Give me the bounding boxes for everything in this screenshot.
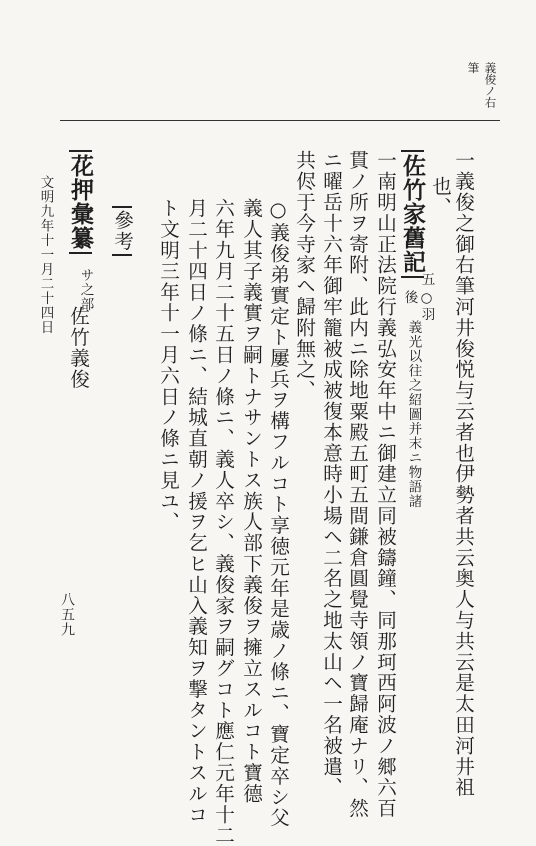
text-line-7: 共侭于今寺家ヘ歸附無之、 <box>292 150 316 401</box>
running-title-2: 筆 <box>466 62 481 74</box>
sataku-heading: 佐竹家舊記 <box>401 150 424 278</box>
text-line-6: ニ曜岳十六年御牢籠被成被復本意時小場ヘ二名之地太山ヘ一名被遣、 <box>319 150 343 798</box>
text-line-9: 義人其子義實ヲ嗣トナサントス族人部下義俊ヲ擁立スルコト寶德 <box>239 198 263 805</box>
sataku-ref-a: 五 <box>418 272 435 287</box>
text-line-2: 也、 <box>428 176 452 218</box>
kao-name: 佐竹義俊 <box>66 306 90 390</box>
text-line-8: ○義俊弟實定ト屢兵ヲ構フルコト享徳元年是歳ノ條ニ、寶定卒シ父 <box>266 198 290 829</box>
sataku-ref-b: ○羽 <box>418 290 435 322</box>
sataku-note: 義光以往之紹圖并末ニ物語諸 <box>405 320 422 509</box>
kao-heading: 花押彙纂 <box>69 150 92 254</box>
page-number: 八五九 <box>59 592 75 637</box>
text-line-4: 一南明山正法院行義弘安年中ニ御建立同被鑄鐘、同那珂西阿波ノ郷六百 <box>373 150 397 819</box>
text-line-11: 月二十四日ノ條ニ、結城直朝ノ援ヲ乞ヒ山入義知ヲ撃タントスルコ <box>184 198 208 825</box>
running-title: 義俊ノ右 <box>483 62 498 108</box>
side-date: 文明九年十一月二十四日 <box>37 175 54 335</box>
text-line-1: 一義俊之御右筆河井俊悦与云者也伊勢者共云奥人与共云是太田河井祖 <box>451 150 475 798</box>
kao-subsection: サ之部 <box>77 268 94 312</box>
text-line-5: 貫ノ所ヲ寄附、此内ニ除地粟殿五町五間鎌倉圓覺寺領ノ寶歸庵ナリ、然 <box>345 150 369 819</box>
text-line-12: ト文明三年十一月六日ノ條ニ見ユ、 <box>156 198 180 533</box>
sataku-ref-c: 後 <box>401 290 418 305</box>
sanko-heading: 參考 <box>112 206 132 256</box>
text-line-10: 六年九月二十五日ノ條ニ、義人卒シ、義俊家ヲ嗣グコト應仁元年十二 <box>211 198 235 846</box>
header-rule <box>60 120 500 121</box>
